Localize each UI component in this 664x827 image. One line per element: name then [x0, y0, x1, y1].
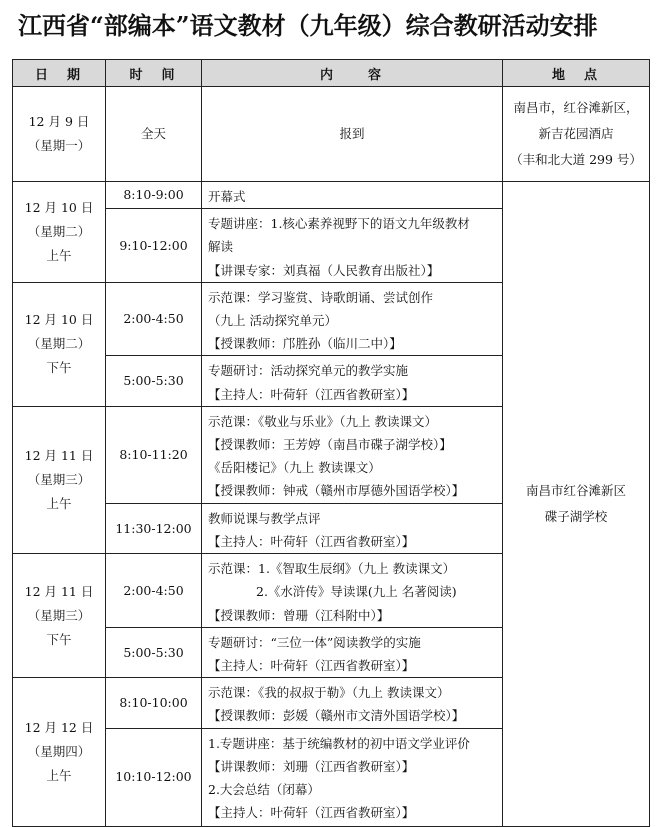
location-line: 南昌市红谷滩新区	[525, 482, 626, 498]
content-cell	[202, 406, 503, 503]
time-cell: 2:00-4:50	[106, 554, 202, 628]
time-cell: 2:00-4:50	[106, 282, 202, 356]
date-line: 上午	[46, 496, 72, 512]
content-line: 【主持人：叶荷轩（江西省教研室）】	[208, 805, 415, 821]
header-location: 地 点	[503, 60, 650, 87]
date-line: （星期三）	[27, 472, 91, 488]
content-cell	[202, 728, 503, 826]
date-line: 12 月 9 日	[28, 114, 90, 129]
date-line: 下午	[46, 631, 72, 647]
date-cell	[13, 678, 106, 826]
date-line: 下午	[46, 360, 72, 376]
content-cell	[202, 627, 503, 677]
content-line: 示范课：《我的叔叔于勒》（九上 教读课文）	[208, 685, 450, 701]
content-cell	[202, 678, 503, 728]
header-date: 日 期	[13, 60, 106, 87]
date-cell	[13, 182, 106, 283]
content-line: 【主持人：叶荷轩（江西省教研室）】	[208, 658, 415, 674]
content-line: 2.大会总结（闭幕）	[208, 782, 320, 798]
location-line: 南昌市，红谷滩新区，	[513, 100, 639, 115]
date-cell	[13, 406, 106, 553]
content-line: 【授课教师：钟戒（赣州市厚德外国语学校）】	[208, 483, 465, 499]
content-line: 【授课教师：邝胜孙（临川二中）】	[208, 336, 402, 352]
content-line: 【主持人：叶荷轩（江西省教研室）】	[208, 386, 415, 402]
content-cell	[202, 503, 503, 553]
page-title: 江西省“部编本”语文教材（九年级）综合教研活动安排	[18, 11, 598, 40]
header-row	[13, 60, 650, 87]
location-cell	[503, 87, 650, 182]
date-cell	[13, 554, 106, 678]
content-line: 专题研讨：“三位一体”阅读教学的实施	[208, 634, 421, 650]
location-line: 新吉花园酒店	[538, 126, 614, 141]
time-cell: 8:10-10:00	[106, 678, 202, 728]
date-line: （星期二）	[27, 223, 91, 239]
location-cell	[503, 182, 650, 827]
content-cell	[202, 209, 503, 283]
date-line: 12 月 12 日	[24, 719, 94, 735]
date-line: （星期一）	[27, 138, 91, 153]
time-cell: 9:10-12:00	[106, 209, 202, 283]
content-line: 【主持人：叶荷轩（江西省教研室）】	[208, 534, 415, 550]
content-line: 【授课教师：曾珊（江科附中）】	[208, 607, 390, 623]
time-cell: 5:00-5:30	[106, 356, 202, 406]
time-cell: 全天	[106, 87, 202, 182]
content-line: 教师说课与教学点评	[208, 510, 321, 526]
location-line: （丰和北大道 299 号）	[510, 152, 642, 167]
time-cell: 10:10-12:00	[106, 728, 202, 826]
content-cell	[202, 554, 503, 628]
date-line: （星期四）	[27, 743, 91, 759]
content-cell	[202, 282, 503, 356]
date-line: （星期二）	[27, 336, 91, 352]
date-line: 上午	[46, 767, 72, 783]
date-cell	[13, 282, 106, 406]
time-cell: 8:10-11:20	[106, 406, 202, 503]
table-row	[13, 182, 650, 209]
content-line: （九上 活动探究单元）	[208, 313, 337, 329]
content-line: 专题研讨：活动探究单元的教学实施	[208, 363, 409, 379]
time-cell: 5:00-5:30	[106, 627, 202, 677]
content-cell: 报到	[202, 87, 503, 182]
date-line: （星期三）	[27, 607, 91, 623]
time-cell: 8:10-9:00	[106, 182, 202, 209]
content-line: 1.专题讲座：基于统编教材的初中语文学业评价	[208, 735, 470, 751]
content-line: 【授课教师：彭媛（赣州市文清外国语学校）】	[208, 708, 465, 724]
date-line: 12 月 10 日	[24, 312, 94, 328]
date-line: 12 月 10 日	[24, 199, 94, 215]
schedule-body	[13, 87, 650, 827]
schedule-table	[12, 59, 650, 827]
content-line: 示范课：《敬业与乐业》（九上 教读课文）	[208, 413, 437, 429]
content-line: 【讲课专家：刘真福（人民教育出版社）】	[208, 262, 440, 278]
content-line: 解读	[208, 239, 234, 255]
content-line: 《岳阳楼记》（九上 教读课文）	[208, 460, 381, 476]
content-line: 【授课教师：王芳婷（南昌市碟子湖学校）】	[208, 437, 452, 453]
content-cell	[202, 182, 503, 209]
content-line: 开幕式	[208, 189, 246, 204]
content-cell	[202, 356, 503, 406]
date-line: 上午	[46, 247, 72, 263]
location-line: 碟子湖学校	[544, 508, 608, 524]
time-cell: 11:30-12:00	[106, 503, 202, 553]
content-line: 示范课：1.《智取生辰纲》（九上 教读课文）	[208, 561, 456, 577]
content-line: 2.《水浒传》导读课(九上 名著阅读)	[256, 584, 457, 600]
date-line: 12 月 11 日	[24, 583, 94, 599]
date-line: 12 月 11 日	[24, 448, 94, 464]
header-time: 时 间	[106, 60, 202, 87]
header-content: 内 容	[202, 60, 503, 87]
content-line: 示范课：学习鉴赏、诗歌朗诵、尝试创作	[208, 289, 434, 305]
table-row	[13, 87, 650, 182]
content-line: 【讲课教师：刘珊（江西省教研室）】	[208, 758, 415, 774]
content-line: 专题讲座：1.核心素养视野下的语文九年级教材	[208, 216, 470, 232]
date-cell	[13, 87, 106, 182]
